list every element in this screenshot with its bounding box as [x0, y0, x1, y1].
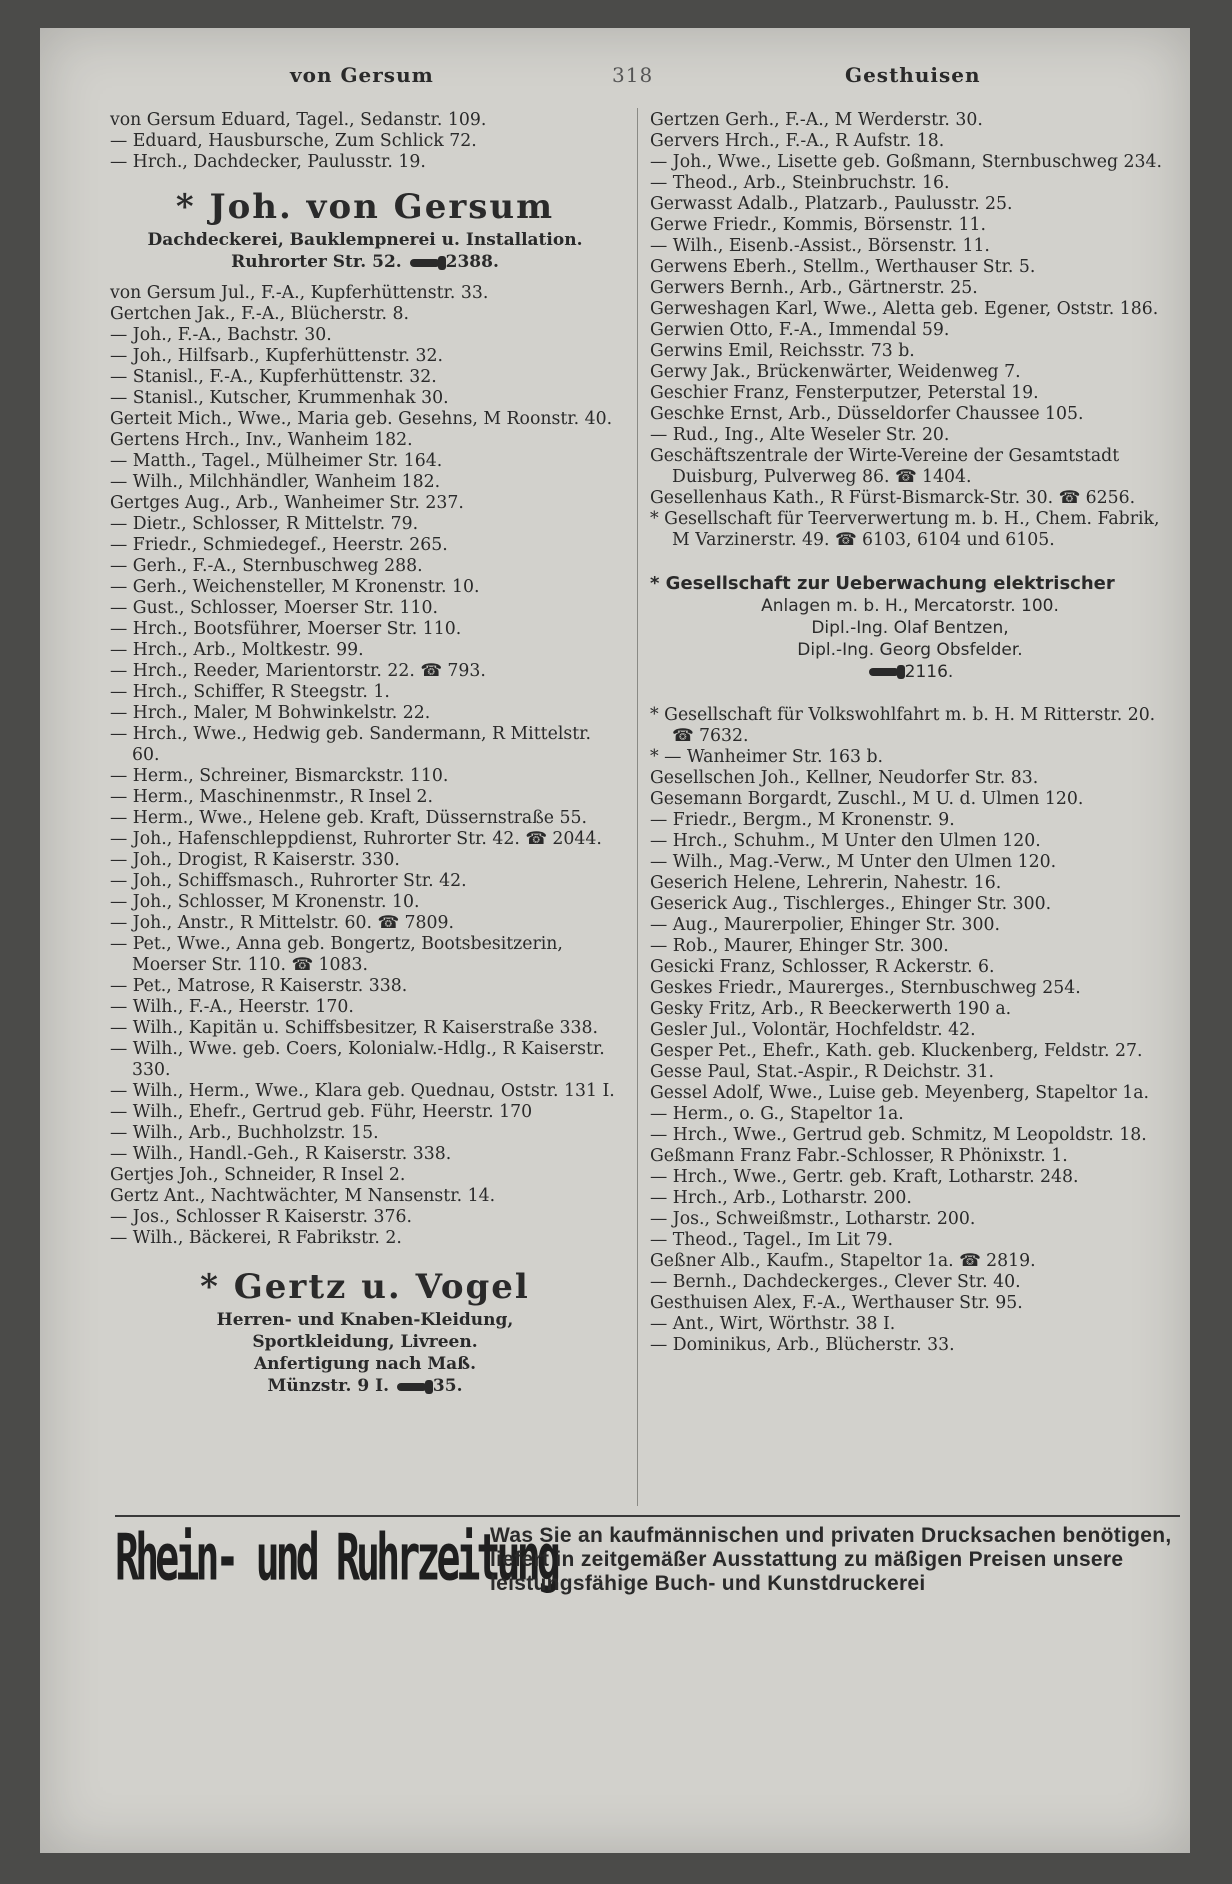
page-header	[40, 63, 1190, 103]
directory-entry: Gertchen Jak., F.-A., Blücherstr. 8.	[110, 304, 409, 324]
directory-entry: Gesellenhaus Kath., R Fürst-Bismarck-Str. 30. ☎ 6256.	[650, 488, 1136, 508]
directory-entry: — Wilh., Mag.-Verw., M Unter den Ulmen 120.	[650, 852, 1057, 872]
directory-entry: Gertges Aug., Arb., Wanheimer Str. 237.	[110, 493, 464, 513]
directory-entry: — Dominikus, Arb., Blücherstr. 33.	[650, 1335, 955, 1355]
column-divider	[637, 108, 638, 1506]
directory-entry: — Dietr., Schlosser, R Mittelstr. 79.	[110, 514, 419, 534]
directory-entry: — Hrch., Reeder, Marientorstr. 22. ☎ 793.	[110, 661, 486, 681]
directory-entry: — Friedr., Bergm., M Kronenstr. 9.	[650, 810, 955, 830]
directory-entry: Geserick Aug., Tischlerges., Ehinger Str. 300.	[650, 894, 1052, 914]
ad-address: Ruhrorter Str. 52.	[231, 252, 402, 272]
directory-page	[40, 28, 1190, 1853]
directory-entry: Geschier Franz, Fensterputzer, Peterstal 19.	[650, 383, 1039, 403]
directory-entry: — Pet., Matrose, R Kaiserstr. 338.	[110, 976, 408, 996]
directory-entry: — Friedr., Schmiedegef., Heerstr. 265.	[110, 535, 448, 555]
directory-entry: — Matth., Tagel., Mülheimer Str. 164.	[110, 451, 443, 471]
directory-entry: von Gersum Eduard, Tagel., Sedanstr. 109.	[110, 110, 487, 130]
ad-line: Dipl.-Ing. Olaf Bentzen,	[811, 618, 1009, 638]
directory-entry: — Stanisl., Kutscher, Krummenhak 30.	[110, 388, 449, 408]
directory-entry: — Aug., Maurerpolier, Ehinger Str. 300.	[650, 915, 1000, 935]
directory-entry: — Wilh., Wwe. geb. Coers, Kolonialw.-Hdlg., R Kaiserstr. 330.	[110, 1039, 605, 1080]
directory-entry: — Rud., Ing., Alte Weseler Str. 20.	[650, 425, 950, 445]
directory-entry: — Gerh., F.-A., Sternbuschweg 288.	[110, 556, 423, 576]
ad-title: * Joh. von Gersum	[175, 187, 555, 227]
directory-entry: Gessel Adolf, Wwe., Luise geb. Meyenberg, Stapeltor 1a.	[650, 1083, 1150, 1103]
directory-entry: Geßner Alb., Kaufm., Stapeltor 1a. ☎ 2819.	[650, 1251, 1036, 1271]
directory-entry: * Gesellschaft für Volkswohlfahrt m. b. H. M Ritterstr. 20. ☎ 7632.	[650, 705, 1156, 746]
ad-line	[110, 1375, 620, 1397]
directory-entry: Gerwien Otto, F.-A., Immendal 59.	[650, 320, 950, 340]
right-column	[650, 110, 1170, 1356]
header-right-catchword: Gesthuisen	[845, 63, 981, 87]
right-entries-bottom	[650, 705, 1170, 1356]
directory-entry: Geserich Helene, Lehrerin, Nahestr. 16.	[650, 873, 1002, 893]
directory-entry: Geßmann Franz Fabr.-Schlosser, R Phönixstr. 1.	[650, 1146, 1068, 1166]
directory-entry: — Joh., Schiffsmasch., Ruhrorter Str. 42.	[110, 871, 467, 891]
ad-line	[650, 661, 1170, 683]
directory-entry: — Herm., o. G., Stapeltor 1a.	[650, 1104, 904, 1124]
directory-entry: — Hrch., Bootsführer, Moerser Str. 110.	[110, 619, 462, 639]
print-shop-slogan: Was Sie an kaufmännischen und privaten Drucksachen benötigen, liefert in zeitgemäßer Ausstattung zu mäßigen Preisen unsere leistungsfähige Buch- und Kunstdruckerei	[490, 1524, 1172, 1595]
directory-entry: Gerwens Eberh., Stellm., Werthauser Str. 5.	[650, 257, 1036, 277]
directory-entry: — Hrch., Arb., Moltkestr. 99.	[110, 640, 364, 660]
directory-entry: — Gust., Schlosser, Moerser Str. 110.	[110, 598, 438, 618]
ad-line: Anfertigung nach Maß.	[253, 1354, 477, 1374]
directory-entry: — Joh., F.-A., Bachstr. 30.	[110, 325, 332, 345]
directory-entry: Gertjes Joh., Schneider, R Insel 2.	[110, 1165, 406, 1185]
directory-entry: — Hrch., Dachdecker, Paulusstr. 19.	[110, 152, 426, 172]
ad-line: Herren- und Knaben-Kleidung,	[216, 1310, 514, 1330]
directory-entry: Geschke Ernst, Arb., Düsseldorfer Chaussee 105.	[650, 404, 1084, 424]
directory-entry: Gesemann Borgardt, Zuschl., M U. d. Ulmen 120.	[650, 789, 1084, 809]
directory-entry: — Joh., Anstr., R Mittelstr. 60. ☎ 7809.	[110, 913, 454, 933]
directory-entry: Gerwers Bernh., Arb., Gärtnerstr. 25.	[650, 278, 978, 298]
directory-entry: — Stanisl., F.-A., Kupferhüttenstr. 32.	[110, 367, 437, 387]
ad-line: Dachdeckerei, Bauklempnerei u. Installation.	[147, 230, 583, 250]
directory-entry: — Wilh., Arb., Buchholzstr. 15.	[110, 1123, 379, 1143]
left-entries	[110, 283, 620, 1249]
directory-entry: — Theod., Arb., Steinbruchstr. 16.	[650, 173, 950, 193]
directory-entry: — Jos., Schlosser R Kaiserstr. 376.	[110, 1207, 412, 1227]
directory-entry: — Herm., Maschinenmstr., R Insel 2.	[110, 787, 433, 807]
directory-entry: Gertzen Gerh., F.-A., M Werderstr. 30.	[650, 110, 983, 130]
directory-entry: — Hrch., Schiffer, R Steegstr. 1.	[110, 682, 390, 702]
ad-joh-von-gersum	[110, 185, 620, 273]
directory-entry: — Gerh., Weichensteller, M Kronenstr. 10.	[110, 577, 480, 597]
directory-entry: — Wilh., F.-A., Heerstr. 170.	[110, 997, 354, 1017]
directory-entry: Gervers Hrch., F.-A., R Aufstr. 18.	[650, 131, 945, 151]
ad-title: * Gertz u. Vogel	[200, 1267, 530, 1307]
directory-entry: — Theod., Tagel., Im Lit 79.	[650, 1230, 894, 1250]
ad-phone: 2388.	[445, 252, 499, 272]
directory-entry: — Joh., Hilfsarb., Kupferhüttenstr. 32.	[110, 346, 443, 366]
header-left-catchword: von Gersum	[290, 63, 434, 87]
ad-address: Münzstr. 9 I.	[267, 1376, 389, 1396]
newspaper-brand: Rhein- und Ruhrzeitung	[115, 1522, 557, 1596]
page-number: 318	[612, 63, 654, 87]
directory-entry: — Ant., Wirt, Wörthstr. 38 I.	[650, 1314, 896, 1334]
ad-line: Sportkleidung, Livreen.	[252, 1332, 478, 1352]
left-pre-entries	[110, 110, 620, 173]
directory-entry: — Hrch., Maler, M Bohwinkelstr. 22.	[110, 703, 431, 723]
directory-entry: — Hrch., Wwe., Gertr. geb. Kraft, Lotharstr. 248.	[650, 1167, 1079, 1187]
ad-title: * Gesellschaft zur Ueberwachung elektrischer	[650, 573, 1115, 594]
directory-entry: — Hrch., Wwe., Gertrud geb. Schmitz, M Leopoldstr. 18.	[650, 1125, 1147, 1145]
ad-line: Anlagen m. b. H., Mercatorstr. 100.	[761, 596, 1059, 616]
directory-entry: — Eduard, Hausbursche, Zum Schlick 72.	[110, 131, 477, 151]
directory-entry: — Joh., Hafenschleppdienst, Ruhrorter Str. 42. ☎ 2044.	[110, 829, 602, 849]
directory-entry: Gesler Jul., Volontär, Hochfeldstr. 42.	[650, 1020, 976, 1040]
ad-gesellschaft-ueberwachung	[650, 573, 1170, 683]
directory-entry: — Herm., Wwe., Helene geb. Kraft, Düssernstraße 55.	[110, 808, 587, 828]
directory-entry: * — Wanheimer Str. 163 b.	[650, 747, 884, 767]
directory-entry: — Jos., Schweißmstr., Lotharstr. 200.	[650, 1209, 976, 1229]
directory-entry: — Hrch., Wwe., Hedwig geb. Sandermann, R Mittelstr. 60.	[110, 724, 592, 765]
directory-entry: — Hrch., Arb., Lotharstr. 200.	[650, 1188, 912, 1208]
directory-entry: — Wilh., Ehefr., Gertrud geb. Führ, Heerstr. 170	[110, 1102, 533, 1122]
directory-entry: von Gersum Jul., F.-A., Kupferhüttenstr. 33.	[110, 283, 489, 303]
directory-entry: Gesse Paul, Stat.-Aspir., R Deichstr. 31.	[650, 1062, 994, 1082]
directory-entry: Gertz Ant., Nachtwächter, M Nansenstr. 14.	[110, 1186, 496, 1206]
ad-gertz-vogel	[110, 1265, 620, 1397]
directory-entry: Gesthuisen Alex, F.-A., Werthauser Str. 95.	[650, 1293, 1023, 1313]
directory-entry: — Rob., Maurer, Ehinger Str. 300.	[650, 936, 949, 956]
directory-entry: — Hrch., Schuhm., M Unter den Ulmen 120.	[650, 831, 1041, 851]
ad-phone: 2116.	[904, 662, 954, 682]
ad-line	[110, 251, 620, 273]
directory-entry: Gesper Pet., Ehefr., Kath. geb. Kluckenberg, Feldstr. 27.	[650, 1041, 1143, 1061]
directory-entry: Gerweshagen Karl, Wwe., Aletta geb. Egener, Oststr. 186.	[650, 299, 1159, 319]
directory-entry: Gerwe Friedr., Kommis, Börsenstr. 11.	[650, 215, 986, 235]
directory-entry: — Pet., Wwe., Anna geb. Bongertz, Bootsbesitzerin, Moerser Str. 110. ☎ 1083.	[110, 934, 563, 975]
directory-entry: — Wilh., Milchhändler, Wanheim 182.	[110, 472, 441, 492]
directory-entry: Gertens Hrch., Inv., Wanheim 182.	[110, 430, 413, 450]
telephone-icon	[869, 668, 899, 676]
directory-entry: Geschäftszentrale der Wirte-Vereine der Gesamtstadt Duisburg, Pulverweg 86. ☎ 1404.	[650, 446, 1120, 487]
footer-advertisement	[115, 1522, 1180, 1612]
ad-phone: 35.	[432, 1376, 463, 1396]
directory-entry: — Wilh., Herm., Wwe., Klara geb. Quednau, Oststr. 131 I.	[110, 1081, 615, 1101]
footer-divider	[115, 1515, 1180, 1517]
telephone-icon	[410, 259, 440, 267]
directory-entry: Gesky Fritz, Arb., R Beeckerwerth 190 a.	[650, 999, 1012, 1019]
directory-entry: — Wilh., Eisenb.-Assist., Börsenstr. 11.	[650, 236, 990, 256]
ad-line: Dipl.-Ing. Georg Obsfelder.	[797, 640, 1023, 660]
directory-entry: — Wilh., Bäckerei, R Fabrikstr. 2.	[110, 1228, 402, 1248]
right-entries-top	[650, 110, 1170, 551]
directory-entry: * Gesellschaft für Teerverwertung m. b. H., Chem. Fabrik, M Varzinerstr. 49. ☎ 6103, 6104 und 6105.	[650, 509, 1160, 550]
directory-entry: — Joh., Wwe., Lisette geb. Goßmann, Sternbuschweg 234.	[650, 152, 1163, 172]
directory-entry: Gerteit Mich., Wwe., Maria geb. Gesehns, M Roonstr. 40.	[110, 409, 613, 429]
left-column	[110, 110, 620, 1397]
directory-entry: Gesicki Franz, Schlosser, R Ackerstr. 6.	[650, 957, 995, 977]
telephone-icon	[397, 1383, 427, 1391]
directory-entry: Gerwasst Adalb., Platzarb., Paulusstr. 25.	[650, 194, 1013, 214]
directory-entry: Gerwy Jak., Brückenwärter, Weidenweg 7.	[650, 362, 1021, 382]
directory-entry: — Herm., Schreiner, Bismarckstr. 110.	[110, 766, 449, 786]
directory-entry: Gerwins Emil, Reichsstr. 73 b.	[650, 341, 915, 361]
directory-entry: — Wilh., Handl.-Geh., R Kaiserstr. 338.	[110, 1144, 452, 1164]
directory-entry: — Joh., Schlosser, M Kronenstr. 10.	[110, 892, 420, 912]
directory-entry: — Wilh., Kapitän u. Schiffsbesitzer, R Kaiserstraße 338.	[110, 1018, 599, 1038]
directory-entry: Geskes Friedr., Maurerges., Sternbuschweg 254.	[650, 978, 1081, 998]
directory-entry: — Bernh., Dachdeckerges., Clever Str. 40.	[650, 1272, 1021, 1292]
directory-entry: — Joh., Drogist, R Kaiserstr. 330.	[110, 850, 400, 870]
directory-entry: Gesellschen Joh., Kellner, Neudorfer Str. 83.	[650, 768, 1039, 788]
